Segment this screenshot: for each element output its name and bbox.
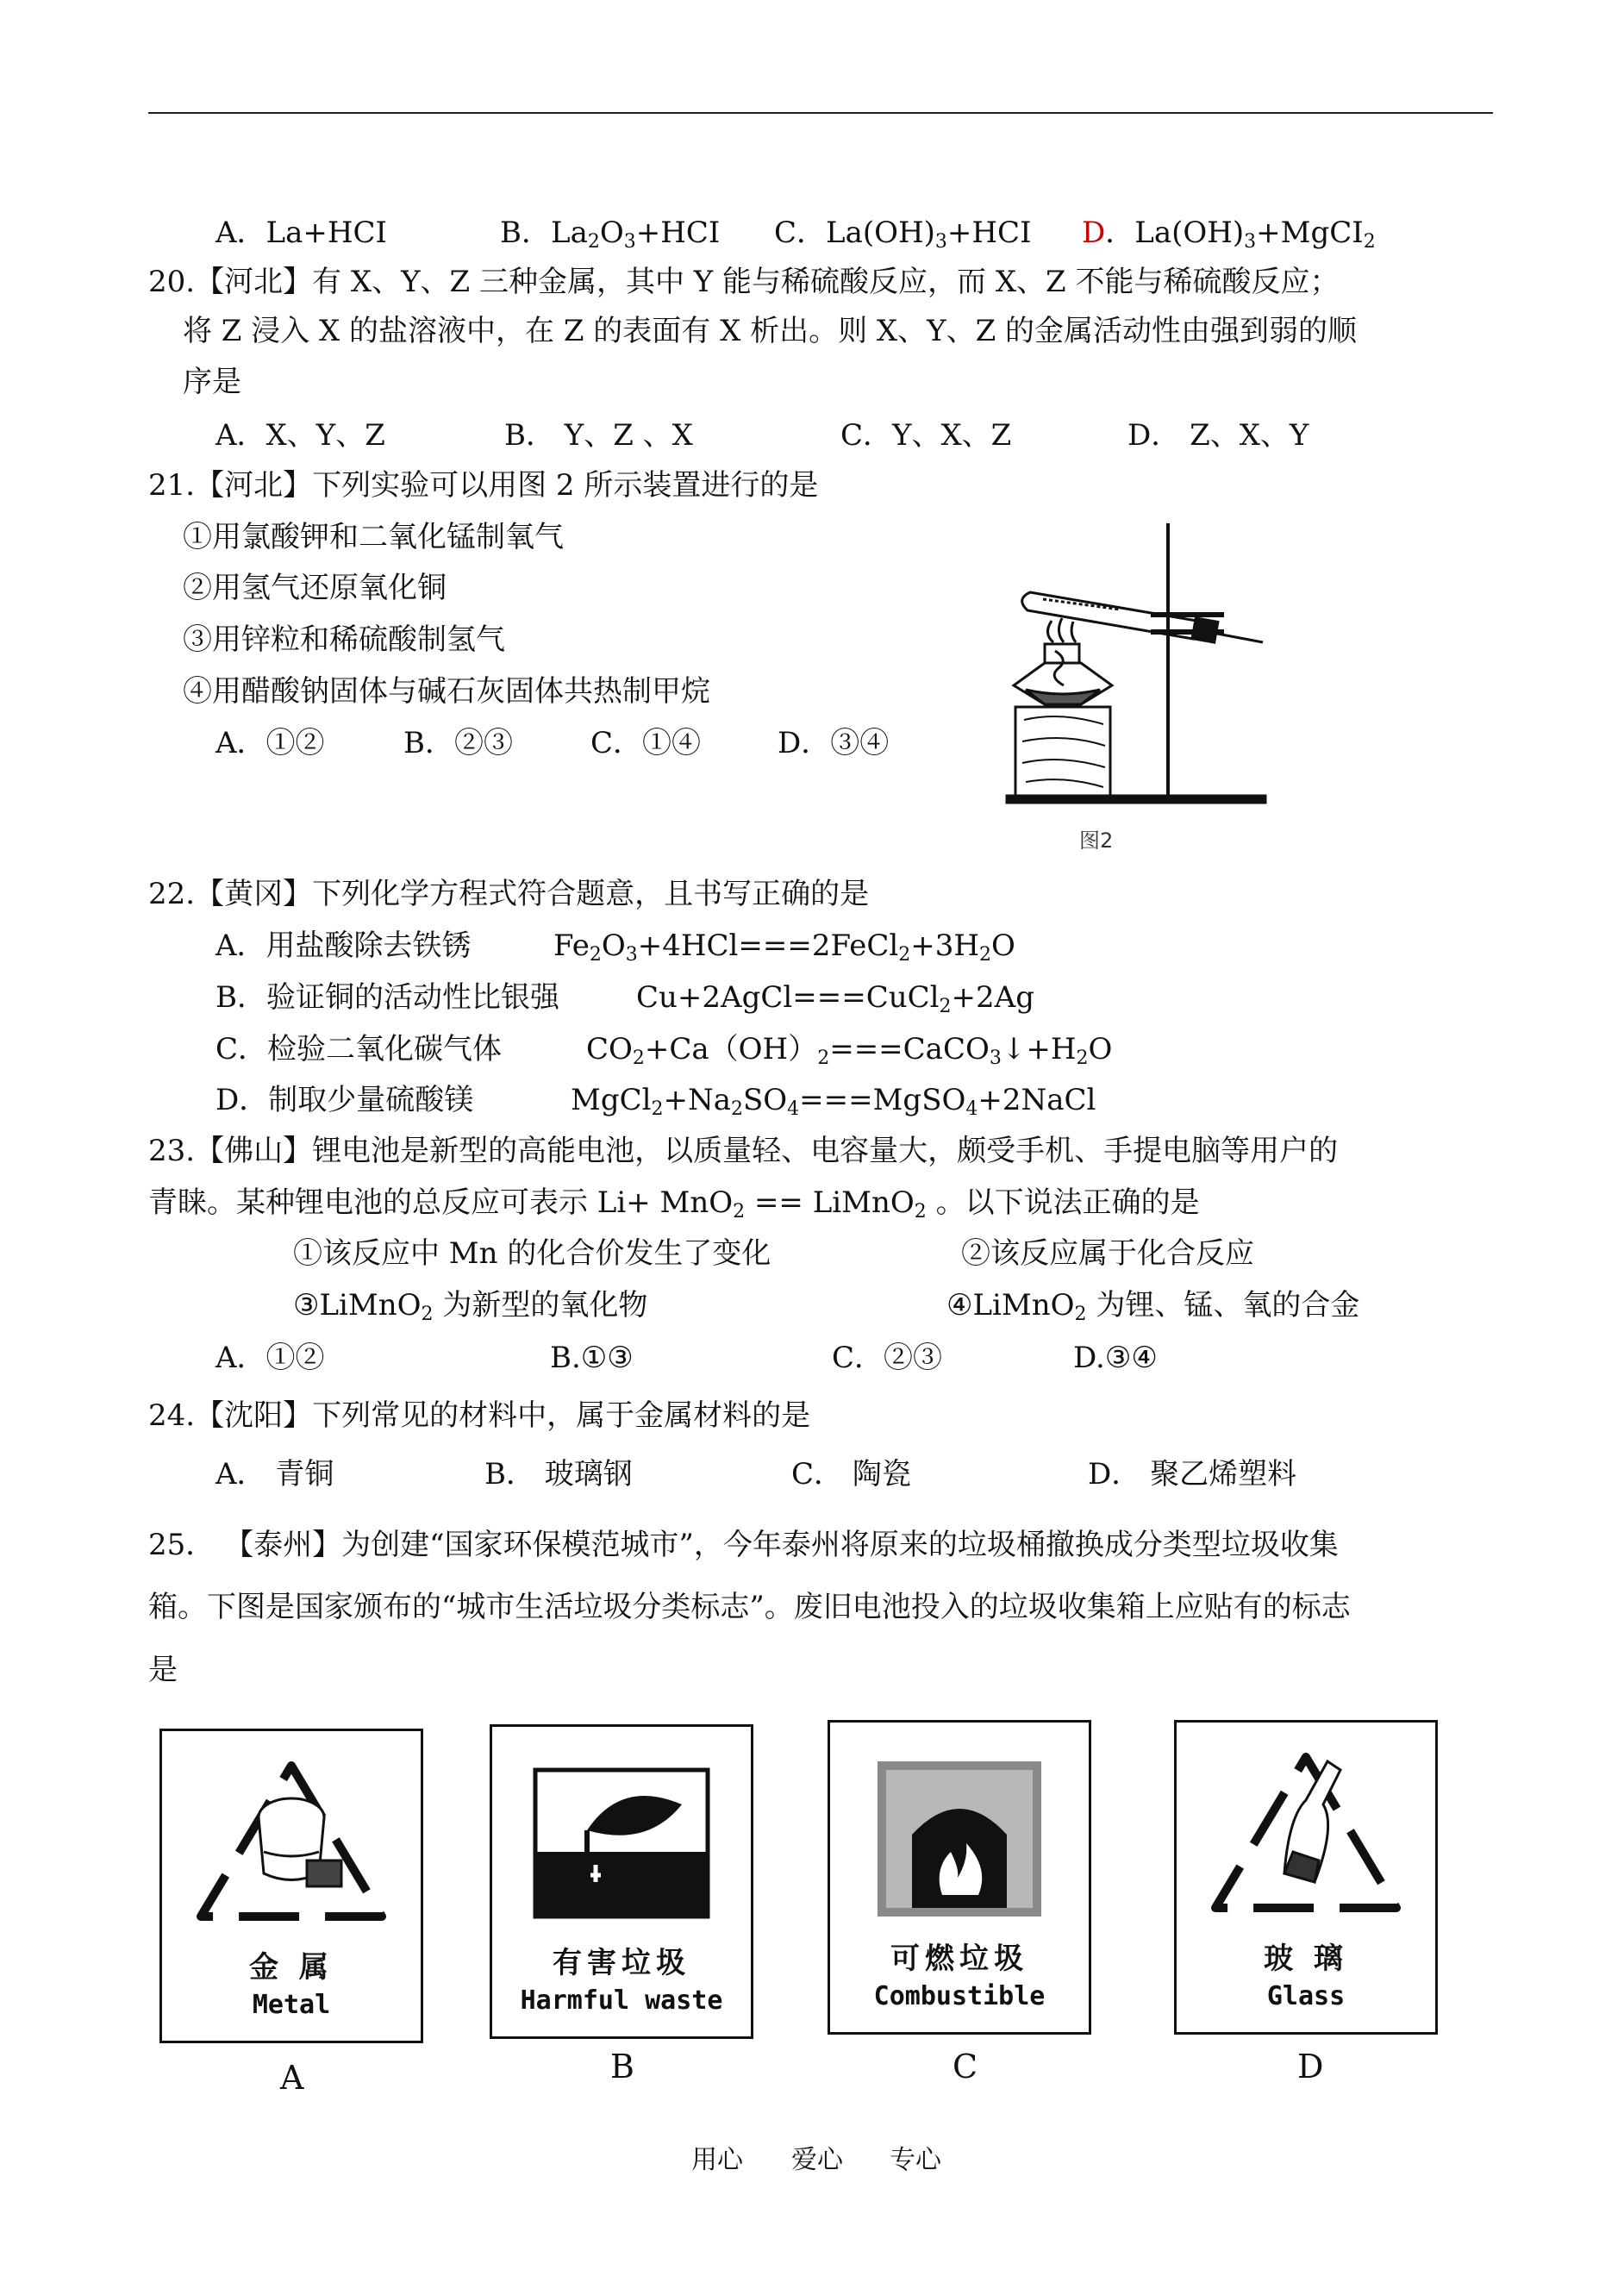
q25-line1: 25． 【泰州】为创建“国家环保模范城市”，今年泰州将原来的垃圾桶撤换成分类型垃圾收集 (148, 1528, 1339, 1562)
q19-option-a: A．La+HCI (215, 216, 387, 250)
q21-option-a: A．①② (215, 726, 325, 760)
q23-option-b: B.①③ (550, 1341, 634, 1375)
q25-line3: 是 (148, 1653, 178, 1687)
q22-option-b: B．验证铜的活动性比银强 Cu+2AgCl===CuCl$_2$+2Ag (215, 980, 1034, 1017)
header-rule (148, 112, 1493, 114)
footer-word-1: 用心 (691, 2145, 743, 2175)
sign-harmful-waste (490, 1724, 753, 2039)
q20-line3: 序是 (183, 365, 241, 399)
q21-stem: 21.【河北】下列实验可以用图 2 所示装置进行的是 (148, 468, 819, 503)
q19-option-c: C．$La(OH)_3+HCI$ (774, 216, 1032, 253)
sign-metal (159, 1729, 423, 2043)
q24-option-d: D． 聚乙烯塑料 (1088, 1457, 1297, 1491)
q23-line1: 23.【佛山】锂电池是新型的高能电池，以质量轻、电容量大，颇受手机、手提电脑等用户的 (148, 1134, 1339, 1168)
test-tube-icon (1022, 592, 1263, 642)
sign-label-c: C (953, 2048, 978, 2086)
q23-option-c: C．②③ (832, 1341, 943, 1375)
q23-statement-4: ④LiMnO$_2$ 为锂、锰、氧的合金 (946, 1288, 1360, 1325)
q20-option-c: C．Y、X、Z (840, 418, 1012, 453)
q23-statement-1: ①该反应中 Mn 的化合价发生了变化 (293, 1236, 771, 1271)
q22-option-c: C．检验二氧化碳气体 $CO_2+Ca(OH)_2===CaCO_3↓+H_2O$ (215, 1032, 1113, 1069)
sign-glass (1174, 1720, 1438, 2035)
sign-combustible (828, 1720, 1091, 2035)
q20-option-d: D． Z、X、Y (1127, 418, 1309, 453)
flame-icon (830, 1723, 1089, 1929)
sign-harmful-en: Harmful waste (520, 1985, 723, 2016)
sign-metal-cn: 金 属 (249, 1950, 334, 1985)
glass-bottle-recycle-icon (1177, 1723, 1435, 1929)
sign-combustible-cn: 可燃垃圾 (890, 1942, 1028, 1976)
sign-label-b: B (610, 2048, 634, 2086)
q21-item-4: ④用醋酸钠固体与碱石灰固体共热制甲烷 (183, 674, 710, 709)
q23-line2: 青睐。某种锂电池的总反应可表示 Li+ MnO$_2$ == LiMnO$_2$ 。以下说法正确的是 (148, 1185, 1200, 1223)
q20-line1: 20.【河北】有 X、Y、Z 三种金属，其中 Y 能与稀硫酸反应，而 X、Z 不能与稀硫酸反应； (148, 265, 1340, 299)
sign-combustible-en: Combustible (873, 1981, 1046, 2011)
q20-line2: 将 Z 浸入 X 的盐溶液中，在 Z 的表面有 X 析出。则 X、Y、Z 的金属活动性由强到弱的顺 (183, 314, 1358, 348)
q23-option-a: A．①② (215, 1341, 325, 1375)
q21-item-2: ②用氢气还原氧化铜 (183, 571, 447, 605)
q21-option-c: C．①④ (590, 726, 702, 760)
q20-option-a: A．X、Y、Z (215, 418, 385, 453)
q22-option-a: A．用盐酸除去铁锈 $Fe_2O_3+4HCl===2FeCl_2+3H_2O$ (215, 929, 1015, 966)
figure-caption: 图2 (1079, 829, 1114, 853)
q23-statement-3: ③LiMnO$_2$ 为新型的氧化物 (293, 1288, 648, 1325)
metal-can-recycle-icon (162, 1731, 421, 1938)
sign-label-d: D (1297, 2048, 1324, 2086)
sign-glass-en: Glass (1266, 1981, 1346, 2011)
sign-glass-cn: 玻 璃 (1264, 1942, 1348, 1976)
q19-option-d: D．$La(OH)_3+MgCI_2$ (1082, 216, 1376, 253)
sign-harmful-cn: 有害垃圾 (553, 1946, 690, 1980)
q24-option-b: B． 玻璃钢 (484, 1457, 633, 1491)
q22-stem: 22.【黄冈】下列化学方程式符合题意，且书写正确的是 (148, 877, 870, 911)
q25-line2: 箱。下图是国家颁布的“城市生活垃圾分类标志”。废旧电池投入的垃圾收集箱上应贴有的标志 (148, 1590, 1351, 1624)
wooden-block-icon (1015, 707, 1110, 796)
harmful-waste-icon (492, 1727, 751, 1934)
footer-word-3: 专心 (890, 2145, 941, 2175)
q21-option-b: B．②③ (403, 726, 513, 760)
q23-statement-2: ②该反应属于化合反应 (961, 1236, 1254, 1271)
sign-label-a: A (280, 2059, 304, 2097)
alcohol-lamp-icon (1014, 618, 1112, 704)
q20-option-b: B． Y、Z 、X (504, 418, 693, 453)
q24-stem: 24.【沈阳】下列常见的材料中，属于金属材料的是 (148, 1398, 811, 1433)
q22-option-d: D．制取少量硫酸镁 $MgCl_2+Na_2SO_4===MgSO_4+2NaCl$ (215, 1083, 1096, 1120)
q21-item-1: ①用氯酸钾和二氧化锰制氧气 (183, 520, 564, 554)
q24-option-c: C． 陶瓷 (791, 1457, 911, 1491)
footer-word-2: 爱心 (791, 2145, 843, 2175)
q21-option-d: D．③④ (778, 726, 890, 760)
sign-metal-en: Metal (252, 1990, 331, 2020)
q19-option-b: B．$La_2O_3+HCI$ (500, 216, 721, 253)
q21-item-3: ③用锌粒和稀硫酸制氢气 (183, 622, 505, 657)
apparatus-figure (991, 513, 1284, 810)
q24-option-a: A． 青铜 (215, 1457, 334, 1491)
q23-option-d: D.③④ (1073, 1341, 1158, 1375)
